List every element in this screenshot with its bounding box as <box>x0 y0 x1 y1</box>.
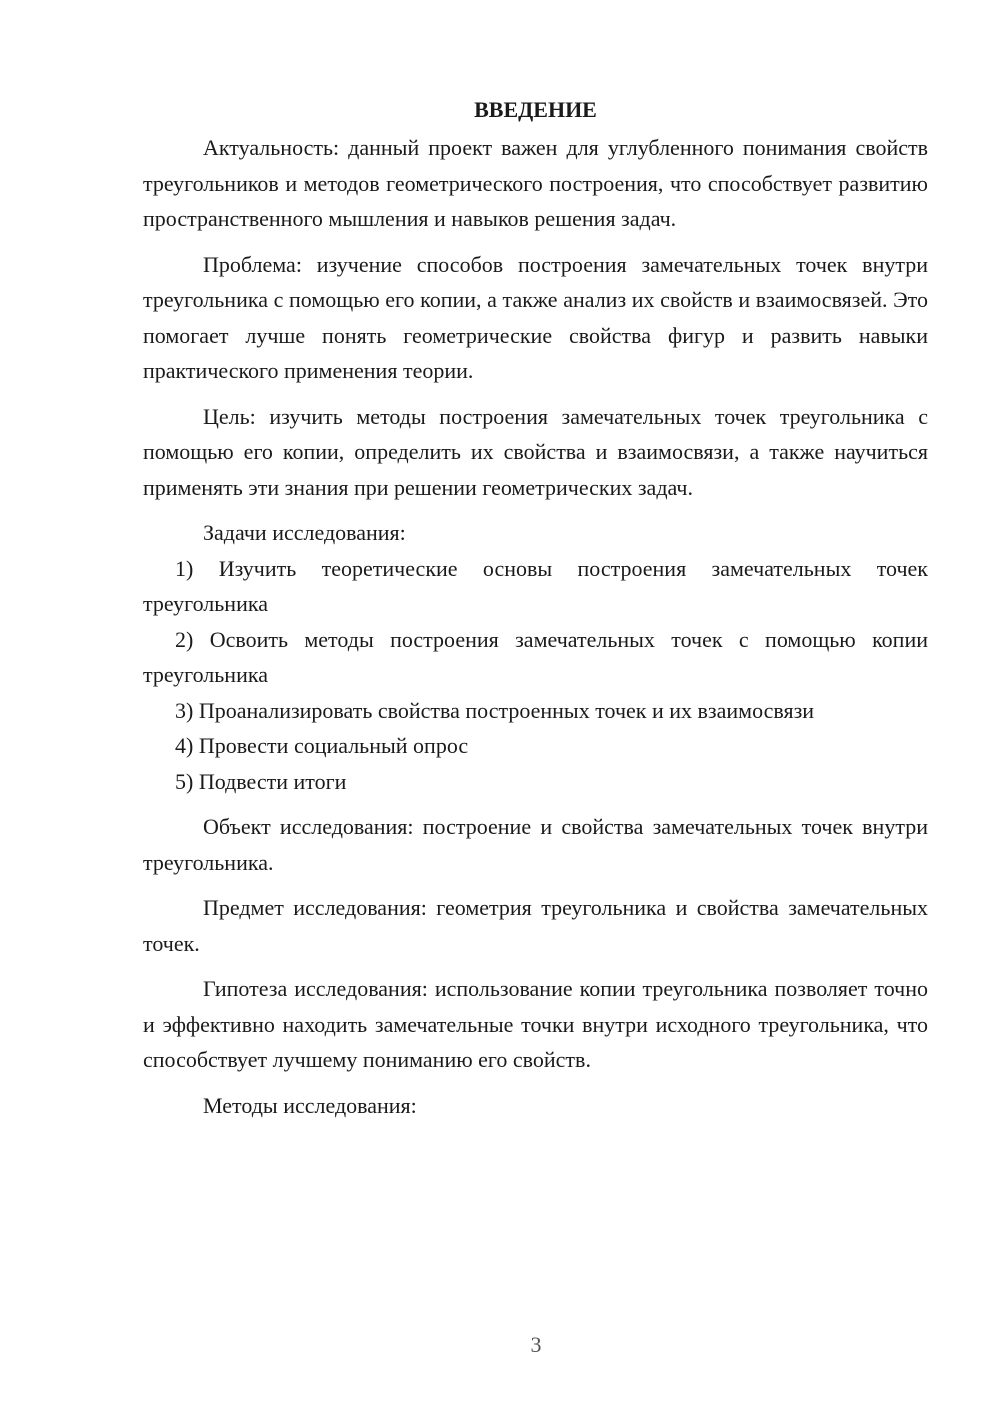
list-item: 5) Подвести итоги <box>175 768 347 794</box>
paragraph-problem: Проблема: изучение способов построения замечательных точек внутри треугольника с помощью его копии, а также анализ их свойств и взаимосвязей. Это помогает лучше понять геометрические свойства фигур и развить навыки практического применения теории. <box>143 251 928 383</box>
list-item: 3) Проанализировать свойства построенных точек и их взаимосвязи <box>175 697 815 723</box>
paragraph-subject: Предмет исследования: геометрия треугольника и свойства замечательных точек. <box>143 895 928 956</box>
paragraph-object: Объект исследования: построение и свойства замечательных точек внутри треугольника. <box>143 814 928 875</box>
page-number: 3 <box>530 1332 542 1357</box>
page-content <box>143 90 928 1123</box>
methods-heading: Методы исследования: <box>203 1092 417 1118</box>
paragraph-relevance: Актуальность: данный проект важен для углубленного понимания свойств треугольников и методов геометрического построения, что способствует развитию пространственного мышления и навыков решения задач. <box>143 135 928 231</box>
list-item: 2) Освоить методы построения замечательных точек с помощью копии треугольника <box>143 626 928 687</box>
paragraph-goal: Цель: изучить методы построения замечательных точек треугольника с помощью его копии, определить их свойства и взаимосвязи, а также научиться применять эти знания при решении геометрических задач. <box>143 403 928 500</box>
tasks-list <box>143 551 928 800</box>
tasks-heading: Задачи исследования: <box>203 520 406 545</box>
paragraph-hypothesis: Гипотеза исследования: использование копии треугольника позволяет точно и эффективно находить замечательные точки внутри исходного треугольника, что способствует лучшему пониманию его свойств. <box>143 976 928 1072</box>
list-item: 1) Изучить теоретические основы построения замечательных точек треугольника <box>143 555 928 616</box>
page-title: ВВЕДЕНИЕ <box>474 97 597 122</box>
list-item: 4) Провести социальный опрос <box>175 733 469 758</box>
